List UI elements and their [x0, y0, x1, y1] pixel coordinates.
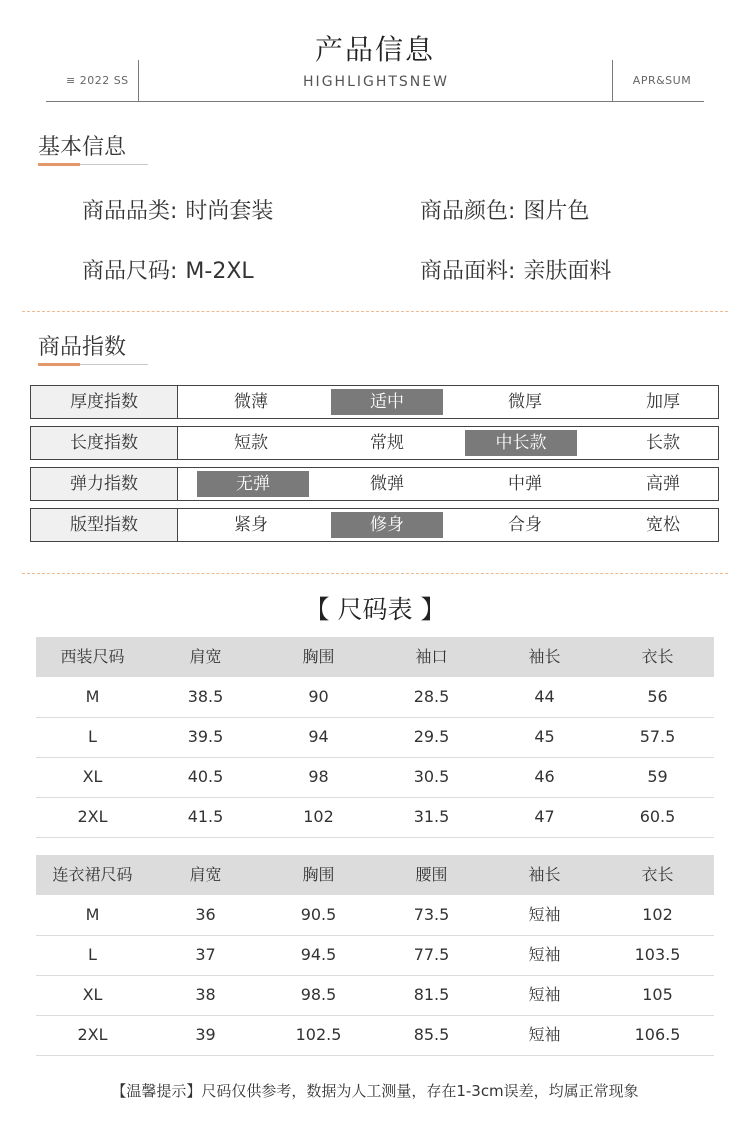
table-cell: 30.5	[413, 767, 450, 786]
header-divider-left	[138, 60, 139, 102]
table-row	[36, 717, 714, 758]
indices-heading: 商品指数	[38, 335, 127, 360]
info-label: 商品颜色:	[420, 199, 516, 224]
table-cell: 31.5	[413, 807, 450, 826]
column-header: 肩宽	[189, 865, 222, 884]
table-cell: 77.5	[413, 945, 450, 964]
table-cell: XL	[82, 767, 103, 786]
table-cell: 102	[303, 807, 334, 826]
index-option: 中弹	[508, 474, 542, 494]
index-label: 弹力指数	[31, 468, 178, 500]
index-option: 短款	[234, 433, 268, 453]
table-row	[36, 677, 714, 718]
header-subtitle: HIGHLIGHTSNEW	[303, 74, 449, 90]
index-row-elasticity	[30, 467, 719, 501]
header-rule	[46, 101, 704, 102]
index-option-selected: 适中	[331, 389, 443, 415]
info-label: 商品品类:	[82, 199, 178, 224]
column-header: 胸围	[302, 647, 335, 666]
table-row	[36, 757, 714, 798]
index-label: 长度指数	[31, 427, 178, 459]
column-header: 腰围	[415, 865, 448, 884]
index-option: 长款	[646, 433, 680, 453]
table-cell: 37	[195, 945, 216, 964]
column-header: 肩宽	[189, 647, 222, 666]
table-cell: 44	[534, 687, 555, 706]
table-cell: 36	[195, 905, 216, 924]
table-cell: 103.5	[634, 945, 681, 964]
index-label: 厚度指数	[31, 386, 178, 418]
info-fabric	[420, 254, 611, 285]
index-option: 高弹	[646, 474, 680, 494]
size-chart-title: 【 尺码表 】	[304, 595, 446, 624]
season-tag: ≡ 2022 SS	[66, 74, 129, 87]
table-cell: L	[88, 727, 97, 746]
table-cell: 102.5	[295, 1025, 342, 1044]
column-header: 袖长	[528, 865, 561, 884]
index-option: 常规	[370, 433, 404, 453]
info-value: 亲肤面料	[523, 259, 612, 284]
collection-tag: APR&SUM	[632, 74, 692, 87]
table-cell: 2XL	[77, 1025, 108, 1044]
table-row	[36, 975, 714, 1016]
column-header: 袖长	[528, 647, 561, 666]
table-cell: L	[88, 945, 97, 964]
table-cell: 59	[647, 767, 668, 786]
table-cell: 90.5	[300, 905, 337, 924]
index-label: 版型指数	[31, 509, 178, 541]
table-cell: 94.5	[300, 945, 337, 964]
index-row-fit	[30, 508, 719, 542]
section-accent	[38, 363, 80, 366]
info-color	[420, 194, 589, 225]
dashed-divider	[22, 311, 728, 312]
table-cell: M	[85, 905, 100, 924]
table-cell: 102	[642, 905, 673, 924]
table-cell: 38	[195, 985, 216, 1004]
index-option-selected: 修身	[331, 512, 443, 538]
table-cell: 短袖	[528, 1025, 561, 1044]
table-cell: 2XL	[77, 807, 108, 826]
size-note: 【温馨提示】尺码仅供参考，数据为人工测量，存在1-3cm误差，均属正常现象	[111, 1082, 639, 1100]
table-cell: 60.5	[639, 807, 676, 826]
table-cell: 短袖	[528, 945, 561, 964]
index-option: 宽松	[646, 515, 680, 535]
table-cell: 28.5	[413, 687, 450, 706]
table-cell: 47	[534, 807, 555, 826]
column-header: 衣长	[641, 865, 674, 884]
table-cell: 85.5	[413, 1025, 450, 1044]
table-row	[36, 895, 714, 936]
table-row	[36, 935, 714, 976]
index-row-thickness	[30, 385, 719, 419]
table-cell: 56	[647, 687, 668, 706]
table-cell: 45	[534, 727, 555, 746]
index-row-length	[30, 426, 719, 460]
column-header: 胸围	[302, 865, 335, 884]
info-value: M-2XL	[185, 259, 254, 284]
table-cell: 40.5	[187, 767, 224, 786]
table-row	[36, 1015, 714, 1056]
info-label: 商品面料:	[420, 259, 516, 284]
index-option: 微薄	[234, 392, 268, 412]
section-accent	[38, 163, 80, 166]
table-row	[36, 797, 714, 838]
info-category	[82, 194, 273, 225]
index-option: 合身	[508, 515, 542, 535]
dashed-divider	[22, 573, 728, 574]
table-cell: M	[85, 687, 100, 706]
column-header: 衣长	[641, 647, 674, 666]
index-option: 微厚	[508, 392, 542, 412]
table-cell: 39	[195, 1025, 216, 1044]
info-label: 商品尺码:	[82, 259, 178, 284]
suit-size-table	[36, 637, 714, 837]
page-title: 产品信息	[314, 33, 435, 66]
table-cell: 98.5	[300, 985, 337, 1004]
index-option: 微弹	[370, 474, 404, 494]
table-cell: XL	[82, 985, 103, 1004]
dress-size-table	[36, 855, 714, 1055]
table-cell: 73.5	[413, 905, 450, 924]
info-size	[82, 254, 254, 285]
info-value: 图片色	[523, 199, 590, 224]
table-cell: 90	[308, 687, 329, 706]
table-cell: 38.5	[187, 687, 224, 706]
basic-info-heading: 基本信息	[38, 135, 127, 160]
table-cell: 57.5	[639, 727, 676, 746]
table-cell: 81.5	[413, 985, 450, 1004]
table-cell: 41.5	[187, 807, 224, 826]
table-cell: 94	[308, 727, 329, 746]
column-header: 连衣裙尺码	[52, 865, 133, 884]
column-header: 西装尺码	[60, 647, 125, 666]
info-value: 时尚套装	[185, 199, 274, 224]
table-header	[36, 637, 714, 677]
column-header: 袖口	[415, 647, 448, 666]
table-cell: 39.5	[187, 727, 224, 746]
table-cell: 105	[642, 985, 673, 1004]
table-cell: 98	[308, 767, 329, 786]
index-option-selected: 中长款	[465, 430, 577, 456]
table-cell: 短袖	[528, 985, 561, 1004]
table-cell: 短袖	[528, 905, 561, 924]
index-option: 紧身	[234, 515, 268, 535]
table-header	[36, 855, 714, 895]
table-cell: 106.5	[634, 1025, 681, 1044]
table-cell: 46	[534, 767, 555, 786]
index-option: 加厚	[646, 392, 680, 412]
header-divider-right	[612, 60, 613, 102]
index-option-selected: 无弹	[197, 471, 309, 497]
table-cell: 29.5	[413, 727, 450, 746]
